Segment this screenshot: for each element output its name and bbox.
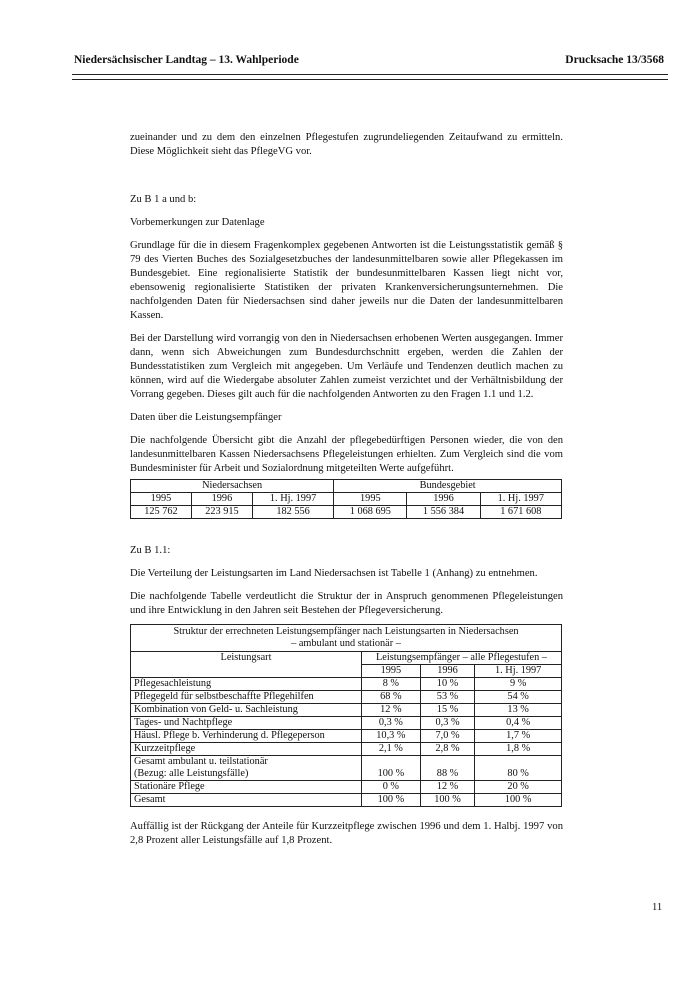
value-cell: 0,4 % [475, 717, 562, 730]
value-cell: 80 % [475, 756, 562, 781]
subheading-data-situation: Vorbemerkungen zur Datenlage [130, 217, 265, 228]
row-label: Stationäre Pflege [131, 781, 362, 794]
table-title [131, 625, 562, 652]
value-cell: 100 % [362, 794, 421, 807]
table-row [131, 625, 562, 652]
intro-paragraph: zueinander und zu dem den einzelnen Pflegestufen zugrundeliegenden Zeitaufwand zu ermitteln. Diese Möglichkeit sieht das PflegeVG vor. [130, 132, 563, 157]
row-label: Pflegesachleistung [131, 678, 362, 691]
page-header [74, 54, 664, 66]
value-cell: 9 % [475, 678, 562, 691]
value-cell: 10,3 % [362, 730, 421, 743]
structure-table [130, 624, 562, 807]
value-cell: 13 % [475, 704, 562, 717]
row-label: Tages- und Nachtpflege [131, 717, 362, 730]
row-label: Gesamt [131, 794, 362, 807]
header-title: Niedersächsischer Landtag – 13. Wahlperiode [74, 54, 299, 66]
row-label: Kombination von Geld- u. Sachleistung [131, 704, 362, 717]
table-title-line2: – ambulant und stationär – [291, 638, 401, 649]
table-row [131, 781, 562, 794]
value-cell: 100 % [420, 794, 475, 807]
table-row [131, 691, 562, 704]
year-cell: 1995 [362, 665, 421, 678]
year-cell: 1. Hj. 1997 [480, 493, 561, 506]
value-cell: 12 % [420, 781, 475, 794]
value-cell: 8 % [362, 678, 421, 691]
table-row [131, 506, 562, 519]
value-cell: 15 % [420, 704, 475, 717]
value-cell: 223 915 [191, 506, 252, 519]
value-cell: 2,1 % [362, 743, 421, 756]
year-cell: 1995 [131, 493, 192, 506]
section-heading-b11: Zu B 1.1: [130, 545, 171, 556]
table-row [131, 704, 562, 717]
table-row [131, 678, 562, 691]
value-cell: 2,8 % [420, 743, 475, 756]
table-row [131, 743, 562, 756]
value-cell: 1,7 % [475, 730, 562, 743]
page-number: 11 [652, 902, 663, 913]
value-cell: 1 671 608 [480, 506, 561, 519]
value-cell: 53 % [420, 691, 475, 704]
value-cell: 12 % [362, 704, 421, 717]
table-row [131, 480, 562, 493]
header-rule-bottom [72, 79, 668, 80]
paragraph-overview: Die nachfolgende Übersicht gibt die Anzahl der pflegebedürftigen Personen wieder, die von den landesunmittelbaren Kassen Niedersachsens Pflegeleistungen erhielten. Zum Vergleich sind die vom Bundesminister für Arbeit und Sozialordnung mitgeteilten Werte aufgeführt. [130, 435, 563, 474]
value-cell: 88 % [420, 756, 475, 781]
value-cell: 100 % [475, 794, 562, 807]
paragraph-structure: Die nachfolgende Tabelle verdeutlicht die Struktur der in Anspruch genommenen Pflegeleistungen und ihre Entwicklung in den Jahren seit Bestehen der Pflegeversicherung. [130, 591, 563, 616]
closing-paragraph: Auffällig ist der Rückgang der Anteile für Kurzzeitpflege zwischen 1996 und dem 1. Halbj. 1997 von 2,8 Prozent aller Leistungsfälle auf 1,8 Prozent. [130, 821, 563, 846]
year-cell: 1996 [420, 665, 475, 678]
table-row [131, 794, 562, 807]
group-header-niedersachsen: Niedersachsen [131, 480, 334, 493]
header-rule-top [72, 74, 668, 75]
column-header-group: Leistungsempfänger – alle Pflegestufen – [362, 652, 562, 665]
value-cell: 20 % [475, 781, 562, 794]
table-row [131, 652, 562, 665]
value-cell: 1,8 % [475, 743, 562, 756]
row-label [131, 756, 362, 781]
paragraph-presentation: Bei der Darstellung wird vorrangig von den in Niedersachsen erhobenen Werten ausgegangen. Immer dann, wenn sich Abweichungen zum Bundesdurchschnitt ergeben, werden die Zahlen der Bundesstatistiken zum Vergleich mit angegeben. Um Verläufe und Tendenzen deutlich machen zu können, wird auf die Wiedergabe absoluter Zahlen zumeist verzichtet und der Verhältnisbildung der Vorrang gegeben. Dieses gilt auch für die nachfolgenden Antworten zu den Fragen 1.1 und 1.2. [130, 333, 563, 400]
year-cell: 1. Hj. 1997 [475, 665, 562, 678]
value-cell: 10 % [420, 678, 475, 691]
row-label: Pflegegeld für selbstbeschaffte Pflegehilfen [131, 691, 362, 704]
table-row [131, 493, 562, 506]
recipients-table [130, 479, 562, 519]
value-cell: 1 556 384 [407, 506, 480, 519]
value-cell: 100 % [362, 756, 421, 781]
column-header-type: Leistungsart [131, 652, 362, 678]
value-cell: 68 % [362, 691, 421, 704]
value-cell: 0,3 % [420, 717, 475, 730]
year-cell: 1995 [334, 493, 407, 506]
page-body [130, 131, 563, 857]
row-label: Kurzzeitpflege [131, 743, 362, 756]
row-label-line2: (Bezug: alle Leistungsfälle) [134, 768, 249, 779]
year-cell: 1996 [191, 493, 252, 506]
year-cell: 1996 [407, 493, 480, 506]
table-row [131, 717, 562, 730]
value-cell: 7,0 % [420, 730, 475, 743]
paragraph-basis: Grundlage für die in diesem Fragenkomplex gegebenen Antworten ist die Leistungsstatistik gemäß § 79 des Vierten Buches des Sozialgesetzbuches der landesunmittelbaren sowie aller Pflegekassen im Bundesgebiet. Eine regionalisierte Statistik der bundesunmittelbaren Kassen liegt nicht vor, ebensowenig regionalisierte Statistiken der privaten Krankenversicherungsunternehmen. Die nachfolgenden Daten für Niedersachsen sind daher jeweils nur die Daten der landesunmittelbaren Kassen. [130, 240, 563, 321]
value-cell: 125 762 [131, 506, 192, 519]
row-label: Häusl. Pflege b. Verhinderung d. Pflegeperson [131, 730, 362, 743]
document-number: Drucksache 13/3568 [565, 54, 664, 66]
value-cell: 54 % [475, 691, 562, 704]
table-row [131, 756, 562, 781]
paragraph-distribution: Die Verteilung der Leistungsarten im Land Niedersachsen ist Tabelle 1 (Anhang) zu entnehmen. [130, 568, 538, 579]
value-cell: 0 % [362, 781, 421, 794]
table-title-line1: Struktur der errechneten Leistungsempfänger nach Leistungsarten in Niedersachsen [173, 626, 519, 637]
group-header-bundesgebiet: Bundesgebiet [334, 480, 562, 493]
subheading-recipients: Daten über die Leistungsempfänger [130, 412, 282, 423]
value-cell: 0,3 % [362, 717, 421, 730]
row-label-line1: Gesamt ambulant u. teilstationär [134, 756, 268, 767]
year-cell: 1. Hj. 1997 [252, 493, 333, 506]
section-heading-b1: Zu B 1 a und b: [130, 194, 197, 205]
value-cell: 182 556 [252, 506, 333, 519]
value-cell: 1 068 695 [334, 506, 407, 519]
table-row [131, 730, 562, 743]
